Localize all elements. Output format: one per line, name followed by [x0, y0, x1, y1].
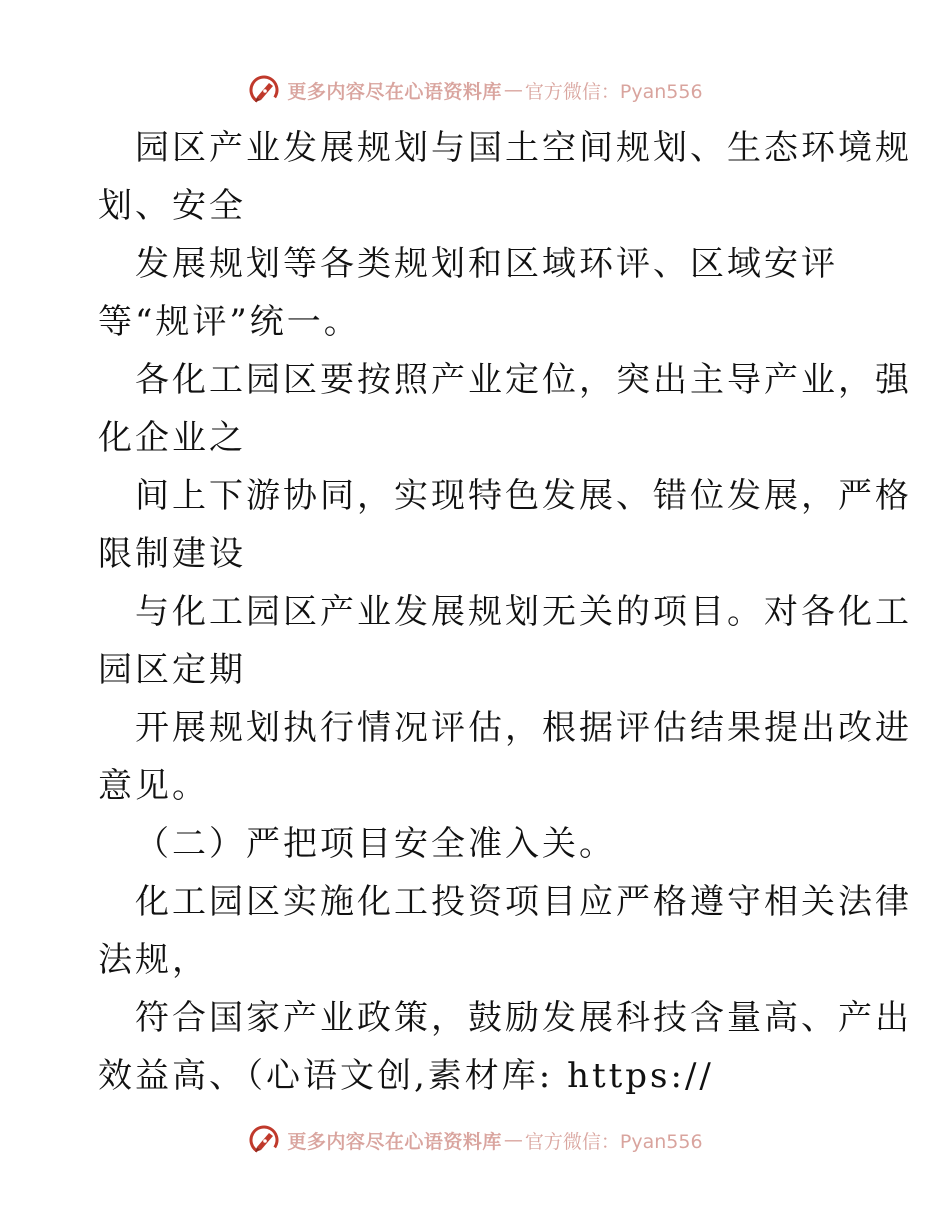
text-line: 法规，	[98, 940, 209, 980]
watermark-dash: —	[503, 79, 523, 101]
header-watermark	[0, 70, 950, 110]
pen-nib-logo-icon	[247, 1123, 281, 1157]
section-heading: （二）严把项目安全准入关。	[135, 824, 616, 864]
document-body	[98, 119, 912, 1105]
text-line: 符合国家产业政策，鼓励发展科技含量高、产出	[135, 998, 912, 1038]
text-line: 划、安全	[98, 186, 246, 226]
watermark-wechat: 官方微信：Pyan556	[524, 1130, 703, 1153]
text-line: 各化工园区要按照产业定位，突出主导产业，强	[135, 360, 912, 400]
text-line: 化工园区实施化工投资项目应严格遵守相关法律	[135, 882, 912, 922]
pen-nib-logo-icon	[247, 73, 281, 107]
footer-watermark	[0, 1120, 950, 1160]
watermark-dash: —	[503, 1129, 523, 1151]
text-line: 与化工园区产业发展规划无关的项目。对各化工	[135, 592, 912, 632]
text-line: 效益高、（心语文创,素材库: https://	[98, 1056, 714, 1096]
text-line: 发展规划等各类规划和区域环评、区域安评	[135, 244, 838, 284]
text-line: 意见。	[98, 766, 209, 806]
text-line: 限制建设	[98, 534, 246, 574]
text-line: 化企业之	[98, 418, 246, 458]
watermark-text: 更多内容尽在心语资料库	[287, 1130, 502, 1153]
text-line: 园区产业发展规划与国土空间规划、生态环境规	[135, 128, 912, 168]
text-line: 等“规评”统一。	[98, 302, 361, 342]
text-line: 园区定期	[98, 650, 246, 690]
text-line: 间上下游协同，实现特色发展、错位发展，严格	[135, 476, 912, 516]
watermark-text: 更多内容尽在心语资料库	[287, 80, 502, 103]
text-line: 开展规划执行情况评估，根据评估结果提出改进	[135, 708, 912, 748]
watermark-wechat: 官方微信：Pyan556	[524, 80, 703, 103]
